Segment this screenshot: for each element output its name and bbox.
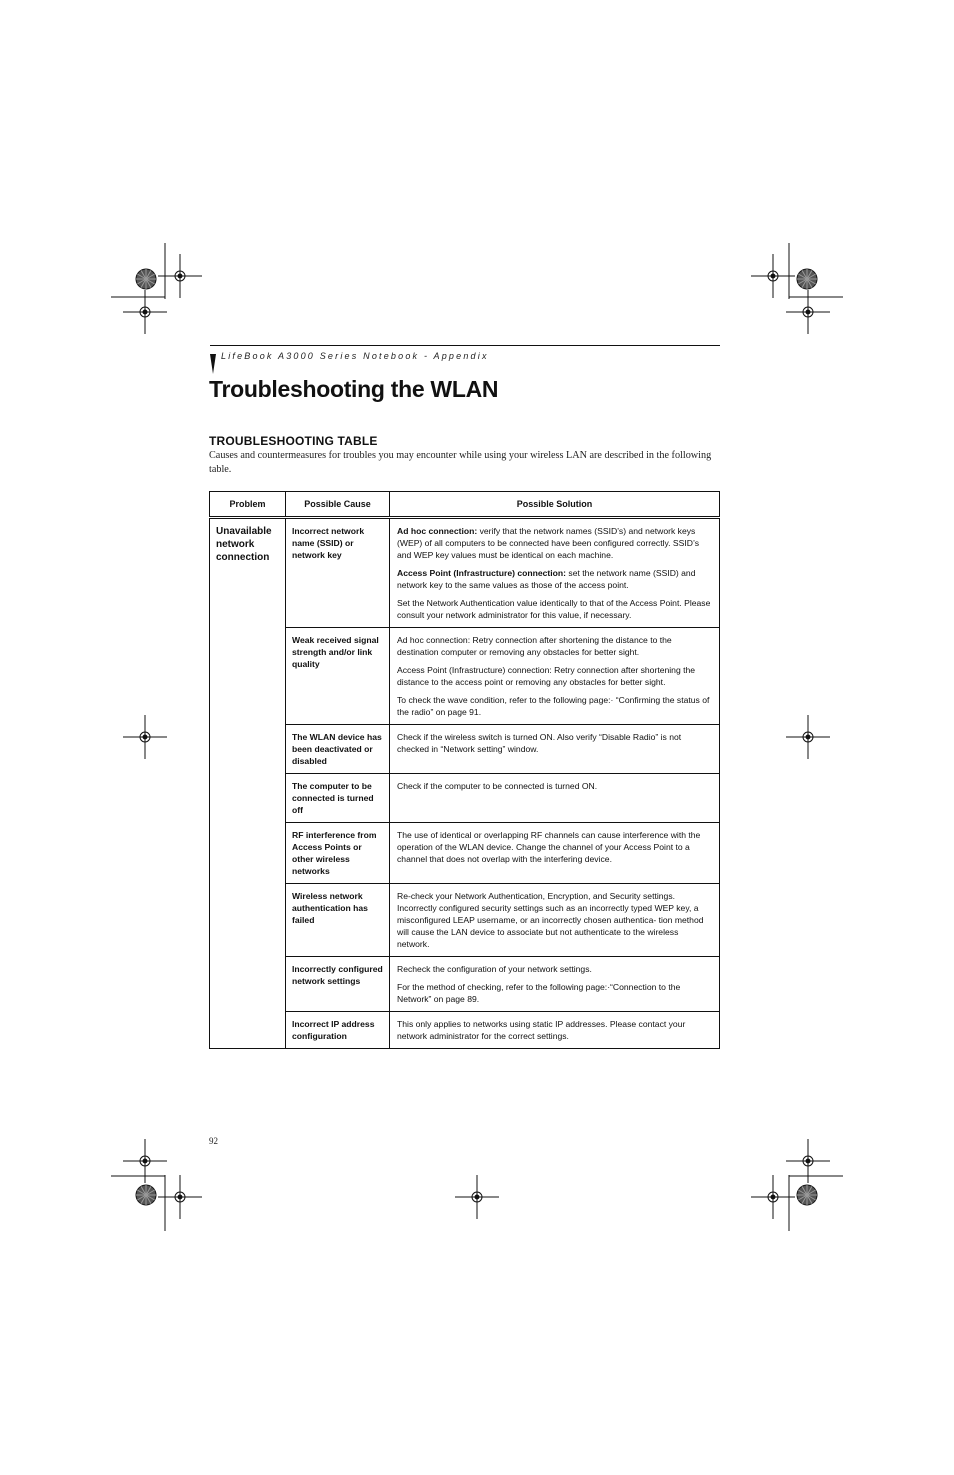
solution-cell — [390, 628, 720, 725]
solution-paragraph — [397, 567, 712, 591]
section-heading: TROUBLESHOOTING TABLE — [209, 434, 378, 448]
cause-cell: Wireless network authentication has failed — [286, 884, 390, 957]
registration-target — [768, 1192, 778, 1202]
solution-paragraph — [397, 664, 712, 688]
solution-paragraph — [397, 963, 712, 975]
disc-spoke — [802, 270, 812, 287]
solution-paragraph — [397, 634, 712, 658]
table-header-row — [210, 492, 720, 518]
disc-spoke — [137, 274, 154, 284]
disc-spoke — [798, 1190, 815, 1200]
registration-target — [175, 1192, 185, 1202]
registration-dot — [806, 310, 810, 314]
cause-cell: Incorrect IP address configuration — [286, 1012, 390, 1049]
registration-dot — [806, 735, 810, 739]
registration-dot — [806, 1159, 810, 1163]
header-tab-marker — [210, 354, 216, 374]
registration-dot — [475, 1195, 479, 1199]
solution-text: Ad hoc connection: Retry connection after shortening the distance to the destination computer or removing any obstacles for better sight. — [397, 635, 672, 657]
solution-lead-in: Access Point (Infrastructure) connection: — [397, 568, 567, 578]
disc-spoke — [798, 274, 815, 284]
registration-target — [803, 307, 813, 317]
table-row — [210, 823, 720, 884]
color-bar-disc — [797, 1185, 817, 1205]
disc-spoke — [141, 1186, 151, 1203]
solution-paragraph — [397, 597, 712, 621]
disc-spoke — [141, 270, 151, 287]
disc-spoke — [137, 1190, 154, 1200]
table-row — [210, 774, 720, 823]
disc-spoke — [802, 1186, 812, 1203]
table-row — [210, 884, 720, 957]
solution-text: The use of identical or overlapping RF channels can cause interference with the operation of the WLAN device. Change the channel of your Access Point to a channel that does not overlap with the interfering device. — [397, 830, 701, 864]
table-row — [210, 1012, 720, 1049]
solution-text: verify that the network names (SSID’s) and network keys (WEP) of all computers to be connected have been configured correctly. SSID’s and WEP key values must be identical on each machine. — [397, 526, 700, 560]
running-title: LifeBook A3000 Series Notebook - Appendix — [221, 351, 489, 361]
solution-paragraph — [397, 829, 712, 865]
header-possible-solution: Possible Solution — [390, 492, 720, 518]
solution-text: Re-check your Network Authentication, Encryption, and Security settings. Incorrectly configured security settings such as an incorrectly typed WEP key, a misconfigured LEAP username, or an incorrectly chosen authentica- tion method will cause the LAN device to associate but not authenticate to the wireless network. — [397, 891, 704, 949]
solution-text: This only applies to networks using static IP addresses. Please contact your network administrator for the correct settings. — [397, 1019, 686, 1041]
disc-spoke — [137, 1190, 154, 1200]
solution-paragraph — [397, 1018, 712, 1042]
registration-dot — [771, 1195, 775, 1199]
registration-dot — [143, 1159, 147, 1163]
solution-cell — [390, 884, 720, 957]
solution-paragraph — [397, 525, 712, 561]
solution-cell — [390, 725, 720, 774]
cause-cell: Weak received signal strength and/or link quality — [286, 628, 390, 725]
registration-target — [803, 1156, 813, 1166]
problem-cell: Unavailable network connection — [210, 518, 286, 1049]
solution-text: Check if the wireless switch is turned ON. Also verify “Disable Radio” is not checked in “Network setting” window. — [397, 732, 682, 754]
troubleshooting-table — [209, 491, 720, 1049]
header-possible-cause: Possible Cause — [286, 492, 390, 518]
table-row — [210, 725, 720, 774]
disc-spoke — [141, 1186, 151, 1203]
solution-text: set the network name (SSID) and network key to the same values as those of the access point. — [397, 568, 696, 590]
disc-spoke — [802, 270, 812, 287]
registration-target — [140, 1156, 150, 1166]
solution-cell — [390, 957, 720, 1012]
solution-text: For the method of checking, refer to the following page:·“Connection to the Network” on page 89. — [397, 982, 681, 1004]
solution-paragraph — [397, 890, 712, 950]
solution-text: Recheck the configuration of your network settings. — [397, 964, 592, 974]
solution-paragraph — [397, 731, 712, 755]
intro-paragraph: Causes and countermeasures for troubles you may encounter while using your wireless LAN are described in the following table. — [209, 450, 712, 475]
table-row — [210, 628, 720, 725]
table-row — [210, 957, 720, 1012]
header-rule — [210, 345, 720, 346]
solution-cell — [390, 1012, 720, 1049]
registration-dot — [143, 310, 147, 314]
registration-target — [472, 1192, 482, 1202]
cause-cell: RF interference from Access Points or other wireless networks — [286, 823, 390, 884]
color-bar-disc — [797, 269, 817, 289]
solution-text: Set the Network Authentication value identically to that of the Access Point. Please consult your network administrator for this value, if necessary. — [397, 598, 711, 620]
cause-cell: The computer to be connected is turned off — [286, 774, 390, 823]
registration-dot — [178, 1195, 182, 1199]
disc-spoke — [798, 1190, 815, 1200]
registration-dot — [143, 735, 147, 739]
page-number: 92 — [209, 1136, 218, 1146]
solution-paragraph — [397, 981, 712, 1005]
registration-target — [803, 732, 813, 742]
disc-spoke — [141, 270, 151, 287]
solution-cell — [390, 823, 720, 884]
cause-cell: Incorrectly configured network settings — [286, 957, 390, 1012]
disc-spoke — [137, 274, 154, 284]
solution-paragraph — [397, 694, 712, 718]
solution-text: Access Point (Infrastructure) connection: Retry connection after shortening the distance to the access point or removing any obstacles for better sight. — [397, 665, 696, 687]
solution-cell — [390, 774, 720, 823]
disc-spoke — [802, 1186, 812, 1203]
page-title: Troubleshooting the WLAN — [209, 376, 499, 402]
registration-dot — [771, 274, 775, 278]
registration-target — [140, 307, 150, 317]
header-problem: Problem — [210, 492, 286, 518]
solution-text: To check the wave condition, refer to the following page:· “Confirming the status of the radio” on page 91. — [397, 695, 710, 717]
solution-text: Check if the computer to be connected is turned ON. — [397, 781, 598, 791]
table-row — [210, 518, 720, 628]
solution-paragraph — [397, 780, 712, 792]
cause-cell: The WLAN device has been deactivated or disabled — [286, 725, 390, 774]
registration-target — [768, 271, 778, 281]
registration-dot — [178, 274, 182, 278]
cause-cell: Incorrect network name (SSID) or network key — [286, 518, 390, 628]
solution-lead-in: Ad hoc connection: — [397, 526, 478, 536]
color-bar-disc — [136, 1185, 156, 1205]
disc-spoke — [798, 274, 815, 284]
solution-cell — [390, 518, 720, 628]
registration-target — [140, 732, 150, 742]
registration-target — [175, 271, 185, 281]
running-header — [210, 345, 720, 373]
color-bar-disc — [136, 269, 156, 289]
